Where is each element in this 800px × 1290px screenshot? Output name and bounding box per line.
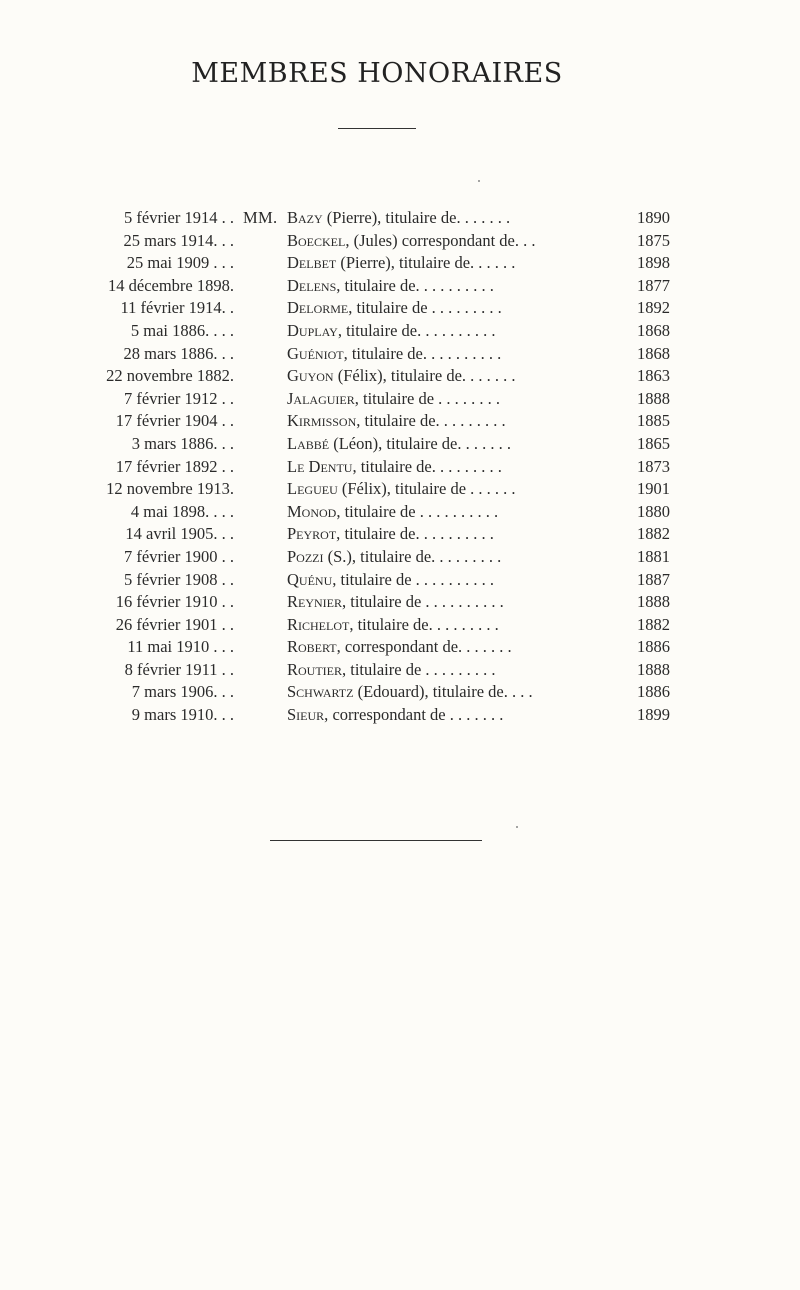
member-list <box>0 207 800 727</box>
election-date: 5 février 1908 . . <box>124 569 234 589</box>
member-entry <box>287 614 614 637</box>
closing-divider <box>270 840 482 841</box>
ink-speck <box>516 826 518 828</box>
list-item <box>0 681 800 704</box>
election-date: 25 mars 1914. . . <box>123 230 234 250</box>
member-entry <box>287 681 614 704</box>
member-title: titulaire de . . . . . . . . . <box>352 298 502 318</box>
member-entry <box>287 636 614 659</box>
member-entry <box>287 252 614 275</box>
member-name: Quénu, <box>287 569 337 589</box>
election-date: 25 mai 1909 . . . <box>126 253 234 273</box>
list-item <box>0 252 800 275</box>
member-name: Delorme, <box>287 298 353 318</box>
member-name: Delbet <box>287 253 337 273</box>
election-date: 5 mai 1886. . . . <box>130 320 234 340</box>
list-item <box>0 275 800 298</box>
member-title: titulaire de. . . . . . . . . <box>353 614 499 634</box>
member-name: Guyon <box>287 366 334 386</box>
member-name: Reynier, <box>287 592 347 612</box>
election-date: 8 février 1911 . . <box>124 659 234 679</box>
election-date: 7 février 1900 . . <box>124 546 234 566</box>
membership-year: 1890 <box>637 208 670 227</box>
list-item <box>0 410 800 433</box>
election-date: 11 février 1914. . <box>120 298 234 318</box>
list-item <box>0 569 800 592</box>
member-title: titulaire de. . . . . . . . . . <box>347 343 502 363</box>
election-date: 4 mai 1898. . . . <box>130 501 234 521</box>
member-entry <box>287 591 614 614</box>
list-item <box>0 365 800 388</box>
honorific-prefix: MM. <box>243 208 278 227</box>
membership-year: 1886 <box>637 682 670 702</box>
election-date: 7 février 1912 . . <box>124 388 234 408</box>
membership-year: 1875 <box>637 230 670 250</box>
membership-year: 1888 <box>637 659 670 679</box>
membership-year: 1887 <box>637 569 670 589</box>
list-item <box>0 704 800 727</box>
page-title: MEMBRES HONORAIRES <box>191 58 563 89</box>
member-title: (Léon), titulaire de. . . . . . . <box>329 433 511 453</box>
member-name: Pozzi <box>287 546 324 566</box>
membership-year: 1886 <box>637 637 670 657</box>
member-name: Sieur, <box>287 705 329 725</box>
election-date: 17 février 1904 . . <box>115 411 234 431</box>
member-entry <box>287 523 614 546</box>
election-date: 3 mars 1886. . . <box>131 433 234 453</box>
membership-year: 1901 <box>637 479 670 499</box>
election-date: 12 novembre 1913. <box>106 479 234 499</box>
election-date: 14 décembre 1898. <box>108 275 234 295</box>
member-title: titulaire de. . . . . . . . . . <box>340 524 494 544</box>
member-title: correspondant de. . . . . . . <box>340 637 512 657</box>
member-entry <box>287 433 614 456</box>
list-item <box>0 456 800 479</box>
member-entry <box>287 275 614 298</box>
member-title: titulaire de . . . . . . . . . . <box>336 569 495 589</box>
member-entry <box>287 456 614 479</box>
membership-year: 1863 <box>637 366 670 386</box>
member-entry <box>287 569 614 592</box>
list-item <box>0 297 800 320</box>
member-name: Delens, <box>287 275 341 295</box>
member-entry <box>287 320 614 343</box>
membership-year: 1885 <box>637 411 670 431</box>
list-item <box>0 546 800 569</box>
membership-year: 1877 <box>637 275 670 295</box>
title-divider <box>338 128 416 129</box>
election-date: 5 février 1914 . . <box>124 208 234 227</box>
member-title: titulaire de. . . . . . . . . . <box>340 275 494 295</box>
member-entry <box>287 501 614 524</box>
member-title: titulaire de. . . . . . . . . <box>360 411 506 431</box>
member-entry <box>287 207 614 230</box>
member-name: Monod, <box>287 501 341 521</box>
ink-speck <box>478 180 480 182</box>
member-title: titulaire de . . . . . . . . <box>358 388 501 408</box>
member-title: titulaire de. . . . . . . . . . <box>341 320 496 340</box>
list-item <box>0 614 800 637</box>
membership-year: 1880 <box>637 501 670 521</box>
member-entry <box>287 659 614 682</box>
member-name: Jalaguier, <box>287 388 359 408</box>
membership-year: 1899 <box>637 705 670 725</box>
member-entry <box>287 546 614 569</box>
membership-year: 1888 <box>637 592 670 612</box>
membership-year: 1865 <box>637 433 670 453</box>
membership-year: 1888 <box>637 388 670 408</box>
member-title: (Edouard), titulaire de. . . . <box>353 682 533 702</box>
member-title: correspondant de . . . . . . . <box>328 705 504 725</box>
member-name: Kirmisson, <box>287 411 361 431</box>
list-item <box>0 636 800 659</box>
member-title: (Pierre), titulaire de. . . . . . <box>336 253 516 273</box>
list-item <box>0 320 800 343</box>
membership-year: 1898 <box>637 253 670 273</box>
election-date: 14 avril 1905. . . <box>125 524 234 544</box>
member-entry <box>287 297 614 320</box>
list-item <box>0 388 800 411</box>
membership-year: 1881 <box>637 546 670 566</box>
election-date: 17 février 1892 . . <box>115 456 234 476</box>
member-entry <box>287 365 614 388</box>
membership-year: 1868 <box>637 343 670 363</box>
member-name: Guéniot, <box>287 343 348 363</box>
membership-year: 1868 <box>637 320 670 340</box>
list-item <box>0 523 800 546</box>
list-item <box>0 230 800 253</box>
membership-year: 1892 <box>637 298 670 318</box>
list-item <box>0 659 800 682</box>
member-name: Richelot, <box>287 614 354 634</box>
member-name: Le Dentu, <box>287 456 357 476</box>
member-name: Routier, <box>287 659 347 679</box>
membership-year: 1882 <box>637 614 670 634</box>
member-entry <box>287 343 614 366</box>
list-item <box>0 501 800 524</box>
membership-year: 1882 <box>637 524 670 544</box>
member-title: (Jules) correspondant de. . . <box>349 230 536 250</box>
membership-year: 1873 <box>637 456 670 476</box>
election-date: 11 mai 1910 . . . <box>127 637 234 657</box>
member-entry <box>287 388 614 411</box>
election-date: 26 février 1901 . . <box>115 614 234 634</box>
member-name: Boeckel, <box>287 230 350 250</box>
member-name: Labbé <box>287 433 330 453</box>
member-title: (Pierre), titulaire de. . . . . . . <box>322 208 511 227</box>
member-name: Bazy <box>287 208 323 227</box>
member-name: Robert, <box>287 637 341 657</box>
list-item <box>0 433 800 456</box>
member-title: (Félix), titulaire de . . . . . . <box>337 479 516 499</box>
list-item <box>0 343 800 366</box>
member-entry <box>287 478 614 501</box>
member-title: titulaire de . . . . . . . . . . <box>346 592 504 612</box>
member-title: (Félix), titulaire de. . . . . . . <box>333 366 516 386</box>
election-date: 9 mars 1910. . . <box>131 705 234 725</box>
member-name: Duplay, <box>287 320 342 340</box>
member-name: Schwartz <box>287 682 354 702</box>
list-item <box>0 591 800 614</box>
member-title: (S.), titulaire de. . . . . . . . . <box>323 546 502 566</box>
member-title: titulaire de. . . . . . . . . <box>356 456 502 476</box>
member-name: Peyrot, <box>287 524 341 544</box>
election-date: 28 mars 1886. . . <box>123 343 234 363</box>
election-date: 7 mars 1906. . . <box>131 682 234 702</box>
member-name: Legueu <box>287 479 338 499</box>
member-title: titulaire de . . . . . . . . . <box>346 659 496 679</box>
member-entry <box>287 704 614 727</box>
member-title: titulaire de . . . . . . . . . . <box>340 501 499 521</box>
member-entry <box>287 230 614 253</box>
list-item <box>0 207 800 230</box>
election-date: 16 février 1910 . . <box>115 592 234 612</box>
list-item <box>0 478 800 501</box>
election-date: 22 novembre 1882. <box>106 366 234 386</box>
member-entry <box>287 410 614 433</box>
